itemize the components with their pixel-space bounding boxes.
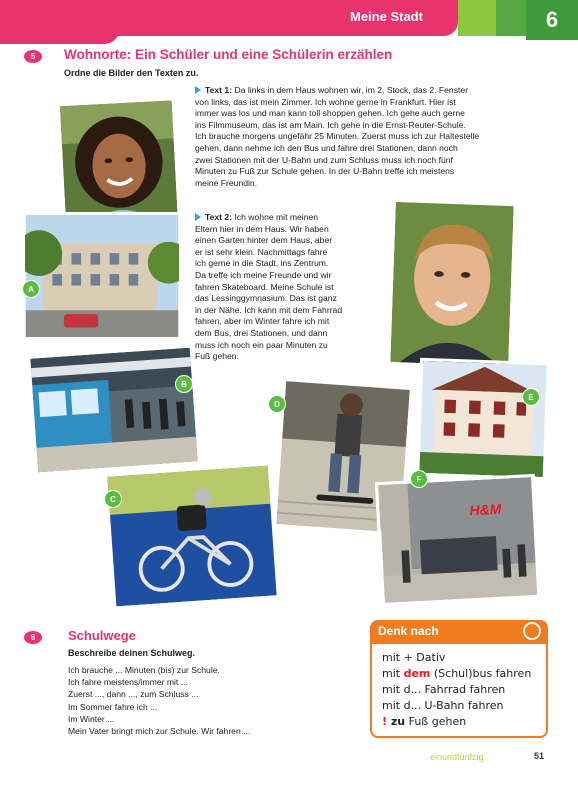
text-line: Ich brauche morgens ungefähr 25 Minuten. Zuerst muss ich zur Haltestelle [195,131,480,142]
photo-label-d: D [268,395,286,413]
chapter-title: Meine Stadt [350,9,423,24]
text-line: gehen, dann nehme ich den Bus und fahre drei Stationen, dann noch [195,142,458,153]
store-sign: H&M [469,500,502,519]
denk-nach-header [370,620,548,644]
page-number: 51 [534,751,545,761]
photo-e-house [416,358,550,480]
text-line: fahren Skateboard. Meine Schule ist [195,281,334,292]
text-2-label: Text 2: [205,212,233,222]
denk-nach-title: Denk nach [378,624,439,638]
text-line: zwei Stationen mit der U-Bahn und zum Schluss muss ich noch fünf [195,154,453,165]
text-1 [195,85,545,189]
grammar-line: mit + Dativ [382,651,446,664]
grammar-line: mit d... Fahrrad fahren [382,683,506,696]
photo-label-e: E [522,388,540,406]
text-line: er ist sehr klein. Nachmittags fahre [195,246,328,257]
text-line: ich gerne in die Stadt, ins Zentrum. [195,258,329,269]
sentence-starters [68,664,358,737]
text-line: ins Filmmuseum, das ist am Main. Ich gehe in die Ernst-Reuter-Schule. [195,119,466,130]
photo-label-c: C [104,490,122,508]
photo-label-a: A [22,280,40,298]
sentence-line: Im Sommer fahre ich ... [68,701,158,712]
sentence-line: Ich brauche ... Minuten (bis) zur Schule. [68,665,220,675]
header-tab [458,0,496,36]
photo-label-b: B [175,375,193,393]
play-triangle-icon [195,86,201,94]
exercise-title: Schulwege [68,628,136,643]
chapter-number-tab [526,0,578,40]
text-line: Minuten zu Fuß zur Schule gehen. In der U-Bahn treffe ich meistens [195,166,455,177]
text-line: dem Bus, drei Stationen, und dann [195,327,328,338]
exercise-number: 6 [24,631,42,644]
text-line: muss ich noch ein paar Minuten zu [195,339,328,350]
text-line: Da treffe ich meine Freunde und wir [195,269,332,280]
chapter-number: 6 [545,7,559,32]
grammar-rules [382,650,531,730]
shop-street-image [378,477,538,603]
text-line: Da links in dem Haus wohnen wir, im 2. Stock, das 2. Fenster [234,85,469,95]
street-houses-image [25,215,179,337]
header-tab [496,0,526,36]
townhouse-image [419,361,547,477]
text-line: meine Freundin. [195,177,258,188]
text-1-label: Text 1: [205,85,233,95]
sentence-line: Zuerst ..., dann ..., zum Schluss ... [68,689,199,700]
page-number-word: einundfünfzig [430,752,484,762]
text-line: Eltern hier in dem Haus. Wir haben [195,223,329,234]
boy-portrait-image [390,201,514,367]
denk-nach-box [370,620,548,738]
exercise-title: Wohnorte: Ein Schüler und eine Schülerin erzählen [64,47,393,62]
sentence-line: Mein Vater bringt mich zur Schule. Wir fahren ... [68,726,251,737]
header-band-tail [0,28,120,44]
sentence-line: Ich fahre meistens/immer mit ... [68,677,188,688]
subway-station-image [29,347,199,472]
girl-portrait-image [60,100,178,230]
grammar-line: mit d... U-Bahn fahren [382,699,504,712]
text-line: fahren, aber im Winter fahre ich mit [195,316,330,327]
grammar-bold: zu [387,715,406,728]
sentence-line: Im Winter ... [68,713,115,724]
exercise-number: 5 [24,50,42,63]
grammar-text: (Schul)bus fahren [430,667,532,680]
chapter-header [0,0,578,36]
text-line: Fuß gehen. [195,351,239,362]
grammar-text: Fuß gehen [405,715,467,728]
photo-b-subway [26,344,202,475]
exercise-instruction: Beschreibe deinen Schulweg. [68,648,196,658]
text-line: von links, das ist mein Zimmer. Ich wohne gerne in Frankfurt. Hier ist [195,96,456,107]
photo-label-f: F [410,470,428,488]
smiley-icon [523,622,541,640]
grammar-text: mit [382,667,404,680]
cyclist-image [107,466,278,607]
text-line: immer was los und man kann toll shoppen gehen. Ich gehe auch gerne [195,108,465,119]
grammar-highlight: dem [403,667,431,680]
text-line: einen Garten hinter dem Haus, aber [195,235,333,246]
photo-c-cyclist [103,462,280,609]
photo-boy [387,198,517,370]
play-triangle-icon [195,213,201,221]
exercise-instruction: Ordne die Bilder den Texten zu. [64,68,199,78]
photo-a-street [22,212,182,340]
text-2 [195,212,390,363]
text-line: Ich wohne mit meinen [234,212,319,222]
text-line: das Lessinggymnasium. Das ist ganz [195,293,337,304]
text-line: in der Nähe. Ich kann mit dem Fahrrad [195,304,343,315]
exclamation-mark: ! [382,715,388,728]
photo-f-shop [375,474,541,606]
